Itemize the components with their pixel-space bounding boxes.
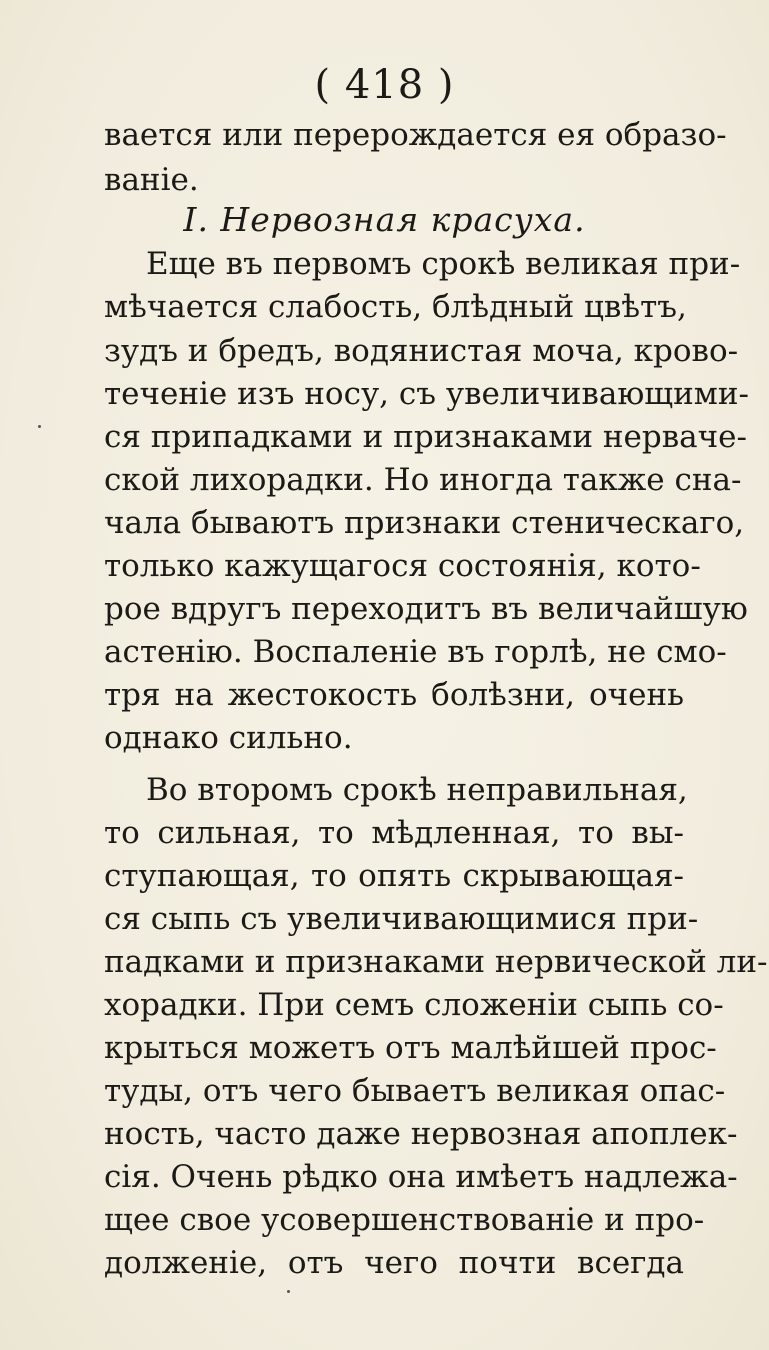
text-line: Во второмъ срокѣ неправильная, [146, 772, 688, 808]
text-line: то сильная, то мѣдленная, то вы- [104, 815, 684, 851]
paper-speck [287, 1290, 290, 1293]
text-line: однако сильно. [104, 720, 353, 756]
text-line: чала бываютъ признаки стеническаго, [104, 505, 745, 541]
text-line: ваніе. [104, 162, 199, 198]
text-line: астенію. Воспаленіе въ горлѣ, не смо- [104, 634, 727, 670]
text-line: вается или перерождается ея образо- [104, 117, 727, 153]
text-line: ся сыпь съ увеличивающимися при- [104, 901, 699, 937]
text-line: теченіе изъ носу, съ увеличивающими- [104, 376, 750, 412]
text-line: ся припадками и признаками нерваче- [104, 419, 747, 455]
text-line: только кажущагося состоянія, кото- [104, 548, 701, 584]
text-line: туды, отъ чего бываетъ великая опас- [104, 1073, 726, 1109]
text-line: рое вдругъ переходитъ въ величайшую [104, 591, 748, 627]
text-line: тря на жестокость болѣзни, очень [104, 677, 684, 713]
text-line: щее свое усовершенствованіе и про- [104, 1202, 705, 1238]
text-line: мѣчается слабость, блѣдный цвѣтъ, [104, 289, 687, 325]
text-line: ской лихорадки. Но иногда также сна- [104, 462, 742, 498]
paper-speck [38, 425, 41, 428]
text-line: крыться можетъ отъ малѣйшей прос- [104, 1030, 717, 1066]
text-line: ступающая, то опять скрывающая- [104, 858, 684, 894]
text-line: ность, часто даже нервозная апоплек- [104, 1116, 738, 1152]
text-line: зудъ и бредъ, водянистая моча, крово- [104, 333, 739, 369]
text-line: долженіе, отъ чего почти всегда [104, 1245, 684, 1281]
text-line: падками и признаками нервической ли- [104, 944, 768, 980]
page-number: ( 418 ) [314, 62, 455, 108]
text-line: сія. Очень рѣдко она имѣетъ надлежа- [104, 1159, 738, 1195]
text-line: Еще въ первомъ срокѣ великая при- [146, 246, 741, 282]
section-heading: I. Нервозная красуха. [183, 200, 586, 239]
text-line: хорадки. При семъ сложеніи сыпь со- [104, 987, 724, 1023]
